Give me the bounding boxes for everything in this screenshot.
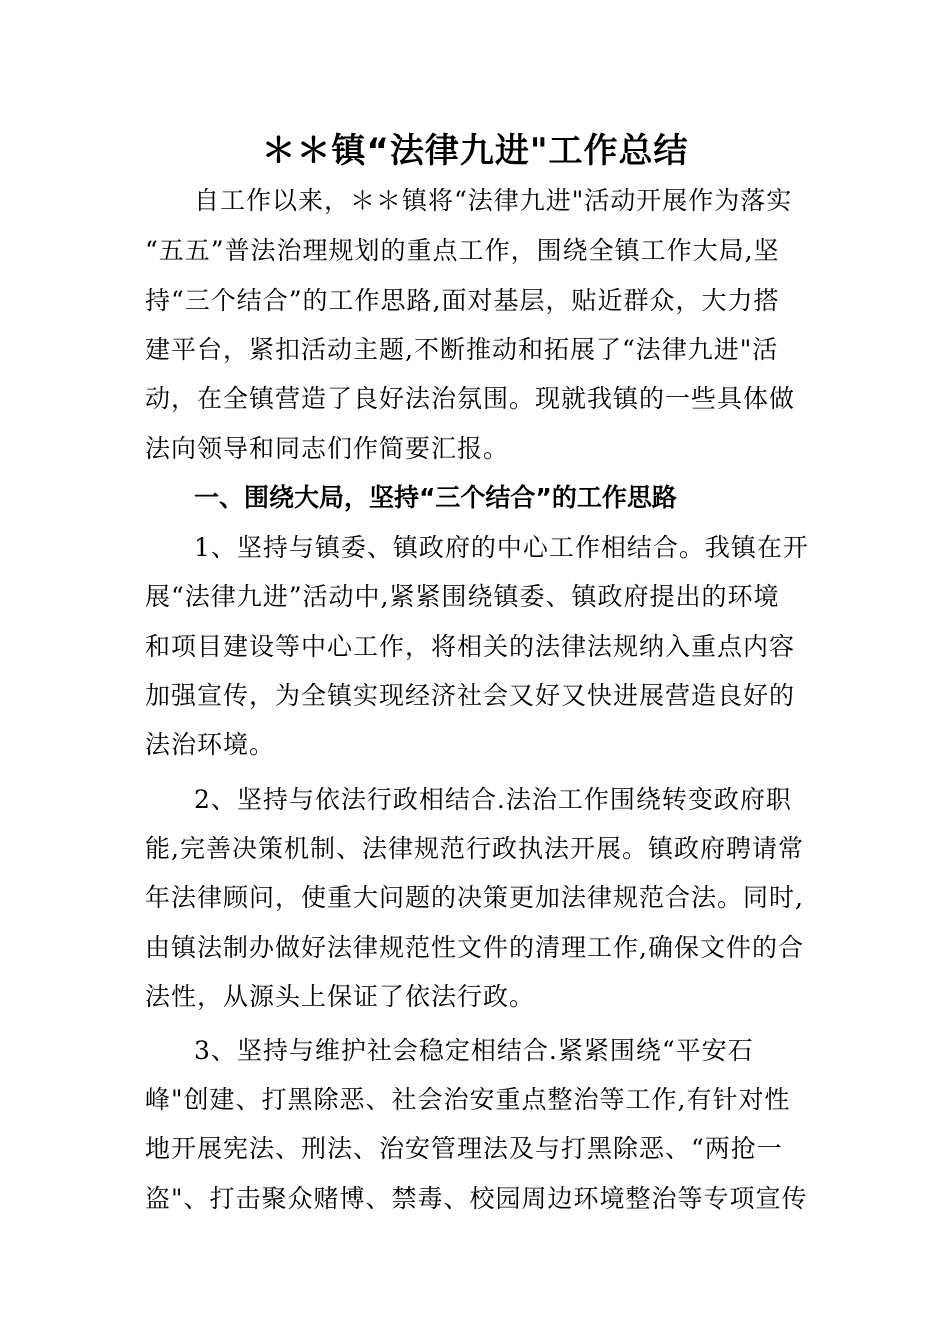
- item2-line: 能,完善决策机制、法律规范行政执法开展。镇政府聘请常: [145, 834, 804, 863]
- item1-line: 法治环境。: [145, 730, 276, 759]
- document-title: ＊＊镇“法律九进"工作总结: [261, 131, 689, 171]
- item2-line: 法性，从源头上保证了依法行政。: [145, 982, 536, 1011]
- item3-line: 盗"、打击聚众赌博、禁毒、校园周边环境整治等专项宣传: [145, 1184, 808, 1213]
- intro-line: 自工作以来，＊＊镇将“法律九进"活动开展作为落实: [194, 186, 793, 215]
- intro-line: 动，在全镇营造了良好法治氛围。现就我镇的一些具体做: [145, 384, 796, 413]
- intro-line: 持“三个结合”的工作思路,面对基层，贴近群众，大力搭: [145, 286, 780, 315]
- intro-line: “五五”普法治理规划的重点工作，围绕全镇工作大局,坚: [145, 236, 780, 265]
- item2-line: 由镇法制办做好法律规范性文件的清理工作,确保文件的合: [145, 933, 804, 962]
- section-heading: 一、围绕大局，坚持“三个结合”的工作思路: [194, 483, 677, 512]
- item1-line: 展“法律九进”活动中,紧紧围绕镇委、镇政府提出的环境: [145, 582, 780, 611]
- item2-line: 2、坚持与依法行政相结合.法治工作围绕转变政府职: [194, 785, 792, 814]
- intro-line: 法向领导和同志们作简要汇报。: [145, 434, 510, 463]
- item3-line: 地开展宪法、刑法、治安管理法及与打黑除恶、“两抢一: [145, 1134, 783, 1163]
- item1-line: 1、坚持与镇委、镇政府的中心工作相结合。我镇在开: [194, 533, 809, 562]
- intro-line: 建平台，紧扣活动主题,不断推动和拓展了“法律九进"活: [145, 335, 779, 364]
- item1-line: 加强宣传，为全镇实现经济社会又好又快进展营造良好的: [145, 681, 796, 710]
- item2-line: 年法律顾问，使重大问题的决策更加法律规范合法。同时,: [145, 883, 804, 912]
- item3-line: 3、坚持与维护社会稳定相结合.紧紧围绕“平安石: [194, 1036, 754, 1065]
- item1-line: 和项目建设等中心工作，将相关的法律法规纳入重点内容: [145, 632, 796, 661]
- item3-line: 峰"创建、打黑除恶、社会治安重点整治等工作,有针对性: [145, 1085, 791, 1114]
